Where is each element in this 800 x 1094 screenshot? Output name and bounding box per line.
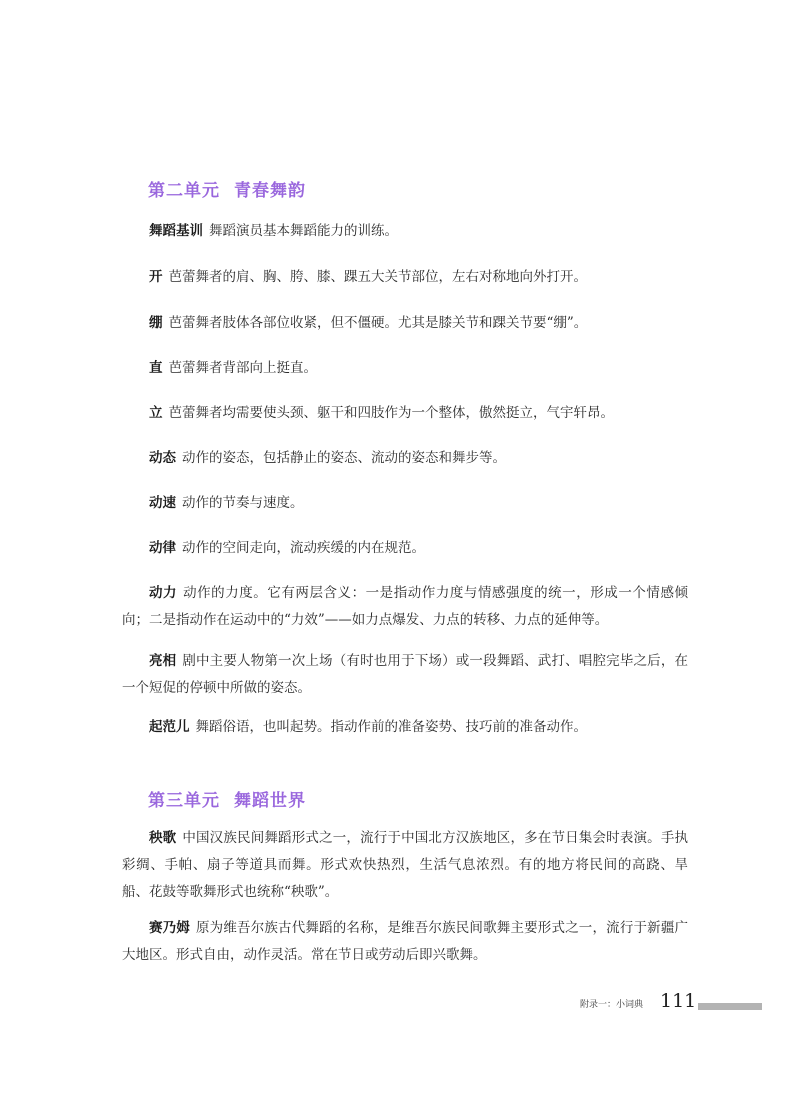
section-name: 青春舞韵 bbox=[234, 181, 306, 201]
section-name: 舞蹈世界 bbox=[234, 791, 306, 811]
entry-definition: 动作的空间走向，流动疾缓的内在规范。 bbox=[182, 540, 425, 556]
dictionary-entry bbox=[122, 490, 688, 517]
section-unit-label: 第三单元 bbox=[148, 791, 220, 811]
dictionary-entry bbox=[122, 355, 688, 382]
entry-term: 动态 bbox=[149, 450, 176, 466]
dictionary-entry bbox=[122, 714, 688, 741]
entry-term: 绷 bbox=[149, 315, 163, 331]
entry-definition: 动作的姿态，包括静止的姿态、流动的姿态和舞步等。 bbox=[182, 450, 506, 466]
entry-definition: 动作的力度。它有两层含义：一是指动作力度与情感强度的统一，形成一个情感倾向；二是指动作在运动中的“力效”——如力点爆发、力点的转移、力点的延伸等。 bbox=[122, 585, 689, 628]
entry-term: 起范儿 bbox=[149, 719, 190, 735]
dictionary-entry bbox=[122, 400, 688, 427]
entry-definition: 芭蕾舞者的肩、胸、胯、膝、踝五大关节部位，左右对称地向外打开。 bbox=[168, 269, 587, 285]
entry-definition: 芭蕾舞者肢体各部位收紧，但不僵硬。尤其是膝关节和踝关节要“绷”。 bbox=[168, 315, 588, 331]
entry-term: 动力 bbox=[149, 585, 178, 601]
page-number: 111 bbox=[660, 990, 697, 1012]
entry-definition: 剧中主要人物第一次上场（有时也用于下场）或一段舞蹈、武打、唱腔完毕之后，在一个短促的停顿中所做的姿态。 bbox=[122, 653, 689, 696]
dictionary-entry bbox=[122, 648, 688, 702]
dictionary-entry bbox=[122, 264, 688, 291]
entry-term: 秧歌 bbox=[149, 830, 177, 846]
dictionary-entry bbox=[122, 915, 688, 969]
entry-definition: 原为维吾尔族古代舞蹈的名称，是维吾尔族民间歌舞主要形式之一，流行于新疆广大地区。形式自由，动作灵活。常在节日或劳动后即兴歌舞。 bbox=[122, 920, 689, 963]
entry-term: 开 bbox=[149, 269, 163, 285]
dictionary-entry bbox=[122, 310, 688, 337]
entry-term: 动速 bbox=[149, 495, 176, 511]
dictionary-entry bbox=[122, 218, 688, 245]
entry-term: 立 bbox=[149, 405, 163, 421]
entry-term: 动律 bbox=[149, 540, 176, 556]
dictionary-entry bbox=[122, 445, 688, 472]
section-unit-label: 第二单元 bbox=[148, 181, 220, 201]
entry-definition: 动作的节奏与速度。 bbox=[182, 495, 304, 511]
entry-definition: 芭蕾舞者背部向上挺直。 bbox=[168, 360, 317, 376]
entry-term: 亮相 bbox=[149, 653, 177, 669]
footer-section-label: 附录一：小词典 bbox=[580, 1000, 644, 1010]
entry-definition: 中国汉族民间舞蹈形式之一，流行于中国北方汉族地区，多在节日集会时表演。手执彩绸、手帕、扇子等道具而舞。形式欢快热烈，生活气息浓烈。有的地方将民间的高跷、旱船、花鼓等歌舞形式也统称“秧歌”。 bbox=[122, 830, 689, 900]
entry-term: 赛乃姆 bbox=[149, 920, 191, 936]
entry-definition: 舞蹈俗语，也叫起势。指动作前的准备姿势、技巧前的准备动作。 bbox=[195, 719, 587, 735]
dictionary-entry bbox=[122, 825, 688, 906]
section-title-unit-3 bbox=[148, 786, 306, 811]
dictionary-entry bbox=[122, 535, 688, 562]
entry-definition: 舞蹈演员基本舞蹈能力的训练。 bbox=[209, 223, 398, 239]
entry-definition: 芭蕾舞者均需要使头颈、躯干和四肢作为一个整体，傲然挺立，气宇轩昂。 bbox=[168, 405, 614, 421]
footer-decorative-bar bbox=[698, 1003, 762, 1010]
entry-term: 舞蹈基训 bbox=[149, 223, 203, 239]
section-title-unit-2 bbox=[148, 176, 306, 201]
dictionary-entry bbox=[122, 580, 688, 634]
entry-term: 直 bbox=[149, 360, 163, 376]
